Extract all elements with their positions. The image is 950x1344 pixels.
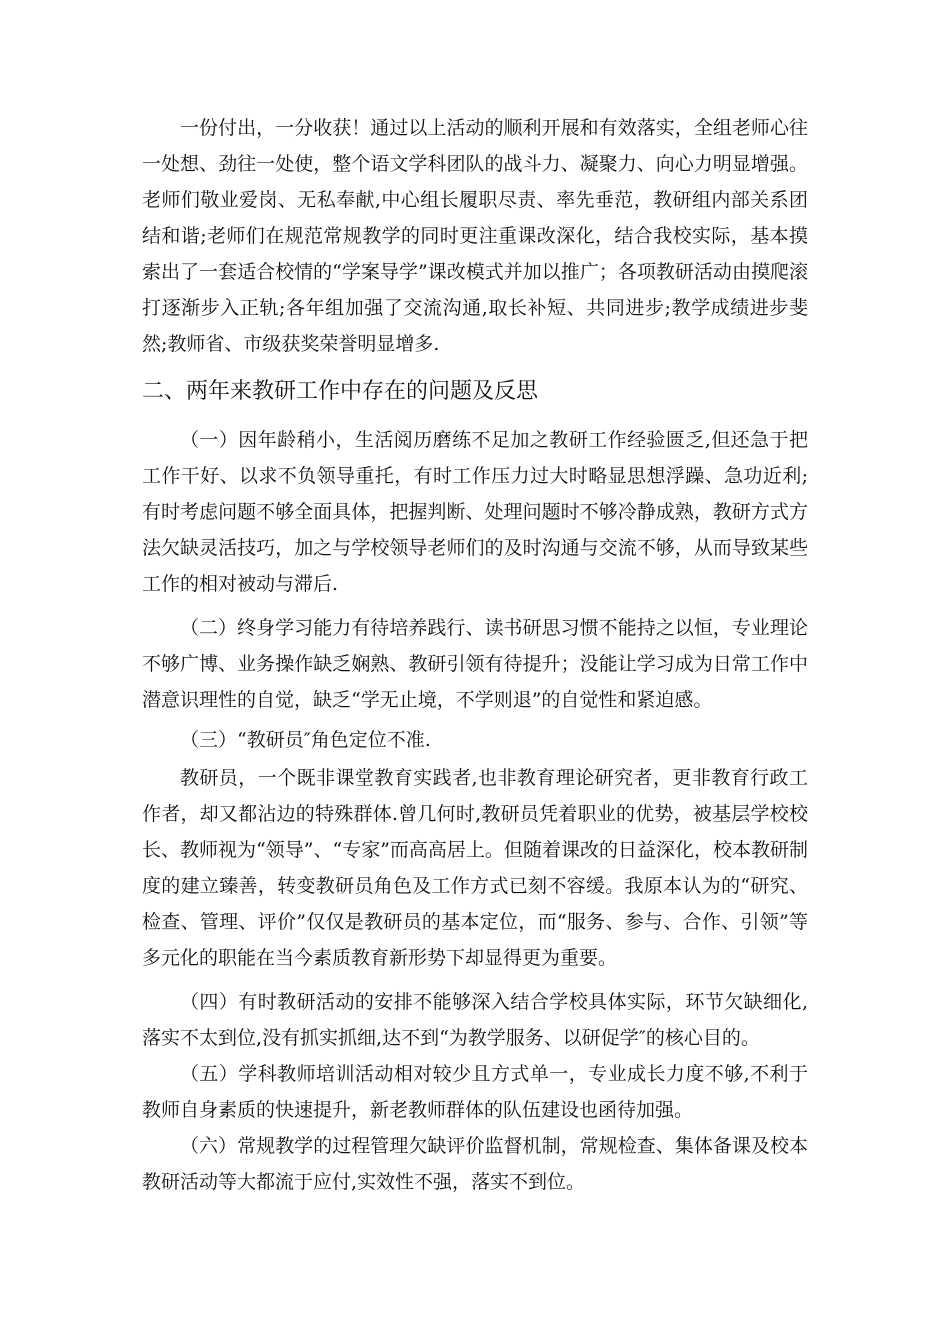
item-paragraph-5: （四）有时教研活动的安排不能够深入结合学校具体实际，环节欠缺细化,落实不太到位,没有抓实抓细,达不到“为教学服务、以研促学″的核心目的。 — [142, 991, 808, 1049]
item-paragraph-3: （三）“教研员″角色定位不准. — [180, 729, 431, 751]
item-paragraph-6: （五）学科教师培训活动相对较少且方式单一，专业成长力度不够,不利于教师自身素质的快速提升，新老教师群体的队伍建设也函待加强。 — [142, 1063, 808, 1121]
intro-paragraph: 一份付出，一分收获！通过以上活动的顺利开展和有效落实，全组老师心往一处想、劲往一处使，整个语文学科团队的战斗力、凝聚力、向心力明显增强。老师们敬业爱岗、无私奉献,中心组长履职尽责、率先垂范，教研组内部关系团结和谐;老师们在规范常规教学的同时更注重课改深化，结合我校实际，基本摸索出了一套适合校情的“学案导学”课改模式并加以推广；各项教研活动由摸爬滚打逐渐步入正轨;各年组加强了交流沟通,取长补短、共同进步;教学成绩进步斐然;教师省、市级获奖荣誉明显增多. — [142, 117, 808, 355]
item-paragraph-1: （一）因年龄稍小，生活阅历磨练不足加之教研工作经验匮乏,但还急于把工作干好、以求不负领导重托，有时工作压力过大时略显思想浮躁、急功近利;有时考虑问题不够全面具体，把握判断、处理问题时不够冷静成熟，教研方式方法欠缺灵活技巧，加之与学校领导老师们的及时沟通与交流不够，从而导致某些工作的相对被动与滞后. — [142, 429, 808, 595]
item-paragraph-4: 教研员，一个既非课堂教育实践者,也非教育理论研究者，更非教育行政工作者，却又都沾边的特殊群体.曾几何时,教研员凭着职业的优势，被基层学校校长、教师视为“领导”、“专家”而高高居上。但随着课改的日益深化，校本教研制度的建立臻善，转变教研员角色及工作方式已刻不容缓。我原本认为的“研究、检查、管理、评价”仅仅是教研员的基本定位，而“服务、参与、合作、引领”等多元化的职能在当今素质教育新形势下却显得更为重要。 — [142, 767, 808, 969]
item-paragraph-7: （六）常规教学的过程管理欠缺评价监督机制，常规检查、集体备课及校本教研活动等大都流于应付,实效性不强，落实不到位。 — [142, 1135, 808, 1193]
section-heading: 二、两年来教研工作中存在的问题及反思 — [142, 379, 539, 404]
item-paragraph-2: （二）终身学习能力有待培养践行、读书研思习惯不能持之以恒，专业理论不够广博、业务操作缺乏娴熟、教研引领有待提升；没能让学习成为日常工作中潜意识理性的自觉，缺乏“学无止境，不学则退”的自觉性和紧迫感。 — [142, 617, 808, 711]
